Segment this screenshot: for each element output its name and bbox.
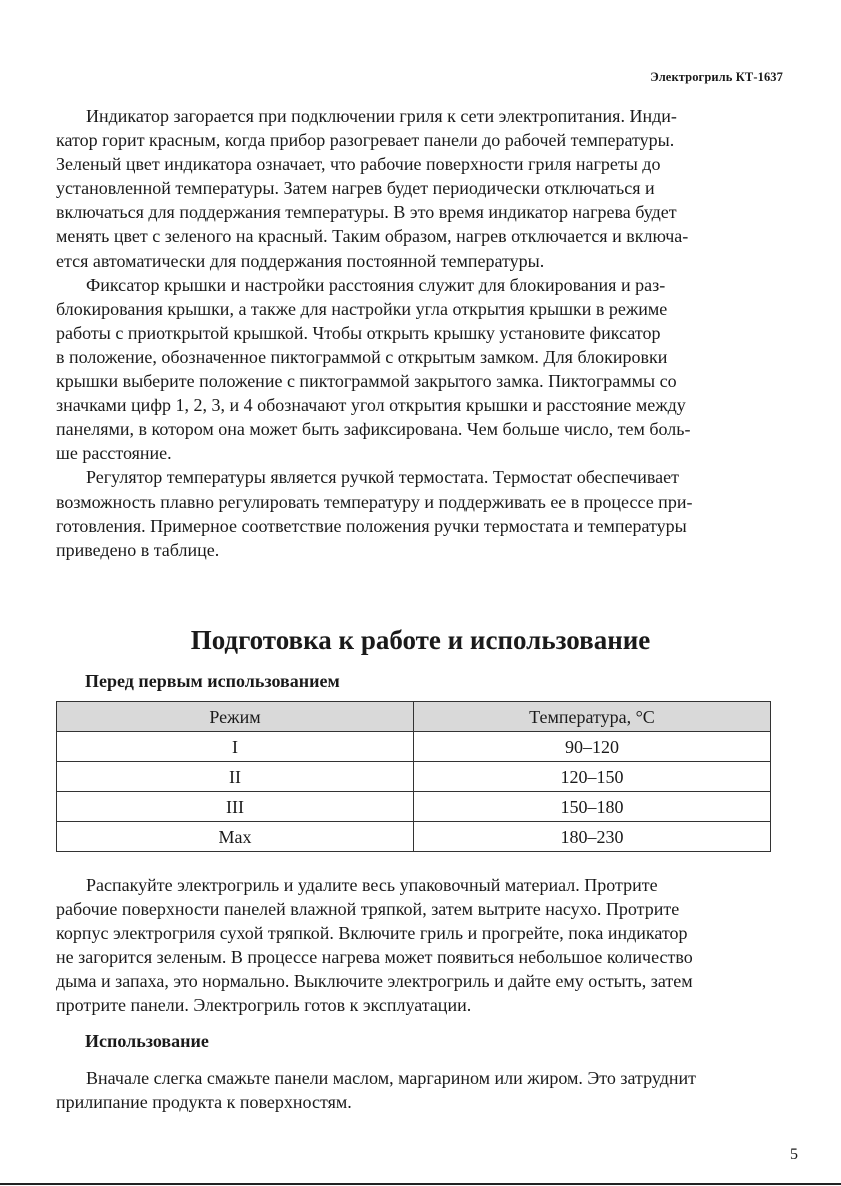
temperature-table [56, 701, 771, 852]
text-line: приведено в таблице. [56, 539, 220, 560]
text-line: установленной температуры. Затем нагрев будет периодически отключаться и [56, 178, 655, 199]
intro-text-block [56, 104, 776, 562]
text-line: катор горит красным, когда прибор разогревает панели до рабочей температуры. [56, 130, 675, 151]
running-header: Электрогриль КТ-1637 [650, 70, 783, 84]
text-line: Фиксатор крышки и настройки расстояния служит для блокирования и раз- [86, 274, 666, 295]
table-row [57, 792, 771, 822]
text-line: возможность плавно регулировать температуру и поддерживать ее в процессе при- [56, 491, 693, 512]
text-line: Регулятор температуры является ручкой термостата. Термостат обеспечивает [86, 467, 680, 488]
table-cell-temperature: 180–230 [414, 822, 771, 852]
text-line: крышки выберите положение с пиктограммой закрытого замка. Пиктограммы со [56, 371, 677, 392]
text-line: включаться для поддержания температуры. В это время индикатор нагрева будет [56, 202, 677, 223]
table-cell-temperature: 120–150 [414, 762, 771, 792]
text-line: Вначале слегка смажьте панели маслом, маргарином или жиром. Это затруднит [86, 1068, 697, 1088]
text-line: не загорится зеленым. В процессе нагрева может появиться небольшое количество [56, 947, 693, 968]
table-header-row [57, 702, 771, 732]
text-line: прилипание продукта к поверхностям. [56, 1092, 352, 1113]
table-cell-temperature: 150–180 [414, 792, 771, 822]
paragraph-thermostat [56, 465, 776, 561]
page-number: 5 [790, 1146, 798, 1163]
text-line: ется автоматически для поддержания постоянной температуры. [56, 250, 545, 271]
text-line: блокирования крышки, а также для настройки угла открытия крышки в режиме [56, 298, 668, 319]
table-cell-mode: Max [57, 822, 414, 852]
table-row [57, 822, 771, 852]
table-cell-mode: III [57, 792, 414, 822]
text-line: менять цвет с зеленого на красный. Таким образом, нагрев отключается и включа- [56, 226, 689, 247]
bottom-divider [0, 1183, 841, 1185]
text-line: протрите панели. Электрогриль готов к эксплуатации. [56, 995, 472, 1016]
paragraph-lid-lock [56, 273, 776, 466]
text-line: дыма и запаха, это нормально. Выключите электрогриль и дайте ему остыть, затем [56, 971, 693, 992]
text-line: работы с приоткрытой крышкой. Чтобы открыть крышку установите фиксатор [56, 322, 661, 343]
table-row [57, 762, 771, 792]
table-cell-temperature: 90–120 [414, 732, 771, 762]
table-cell-mode: I [57, 732, 414, 762]
text-line: Индикатор загорается при подключении гриля к сети электропитания. Инди- [86, 106, 677, 126]
column-header-temperature: Температура, °С [414, 702, 771, 732]
text-line: готовления. Примерное соответствие положения ручки термостата и температуры [56, 515, 687, 536]
column-header-mode: Режим [57, 702, 414, 732]
section-title: Подготовка к работе и использование [190, 625, 651, 655]
use-text-block [56, 1066, 776, 1114]
text-line: значками цифр 1, 2, 3, и 4 обозначают угол открытия крышки и расстояние между [56, 395, 686, 416]
table-cell-mode: II [57, 762, 414, 792]
text-line: рабочие поверхности панелей влажной тряпкой, затем вытрите насухо. Протрите [56, 899, 680, 920]
subhead-first-use: Перед первым использованием [85, 671, 340, 691]
text-line: Зеленый цвет индикатора означает, что рабочие поверхности гриля нагреты до [56, 154, 661, 175]
text-line: в положение, обозначенное пиктограммой с открытым замком. Для блокировки [56, 346, 668, 367]
paragraph-indicator [56, 104, 776, 273]
text-line: корпус электрогриля сухой тряпкой. Включите гриль и прогрейте, пока индикатор [56, 923, 688, 944]
table-row [57, 732, 771, 762]
text-line: ше расстояние. [56, 443, 172, 464]
text-line: Распакуйте электрогриль и удалите весь упаковочный материал. Протрите [86, 875, 658, 895]
text-line: панелями, в котором она может быть зафиксирована. Чем больше число, тем боль- [56, 419, 691, 440]
subhead-use: Использование [85, 1031, 209, 1051]
first-use-text-block [56, 873, 776, 1018]
